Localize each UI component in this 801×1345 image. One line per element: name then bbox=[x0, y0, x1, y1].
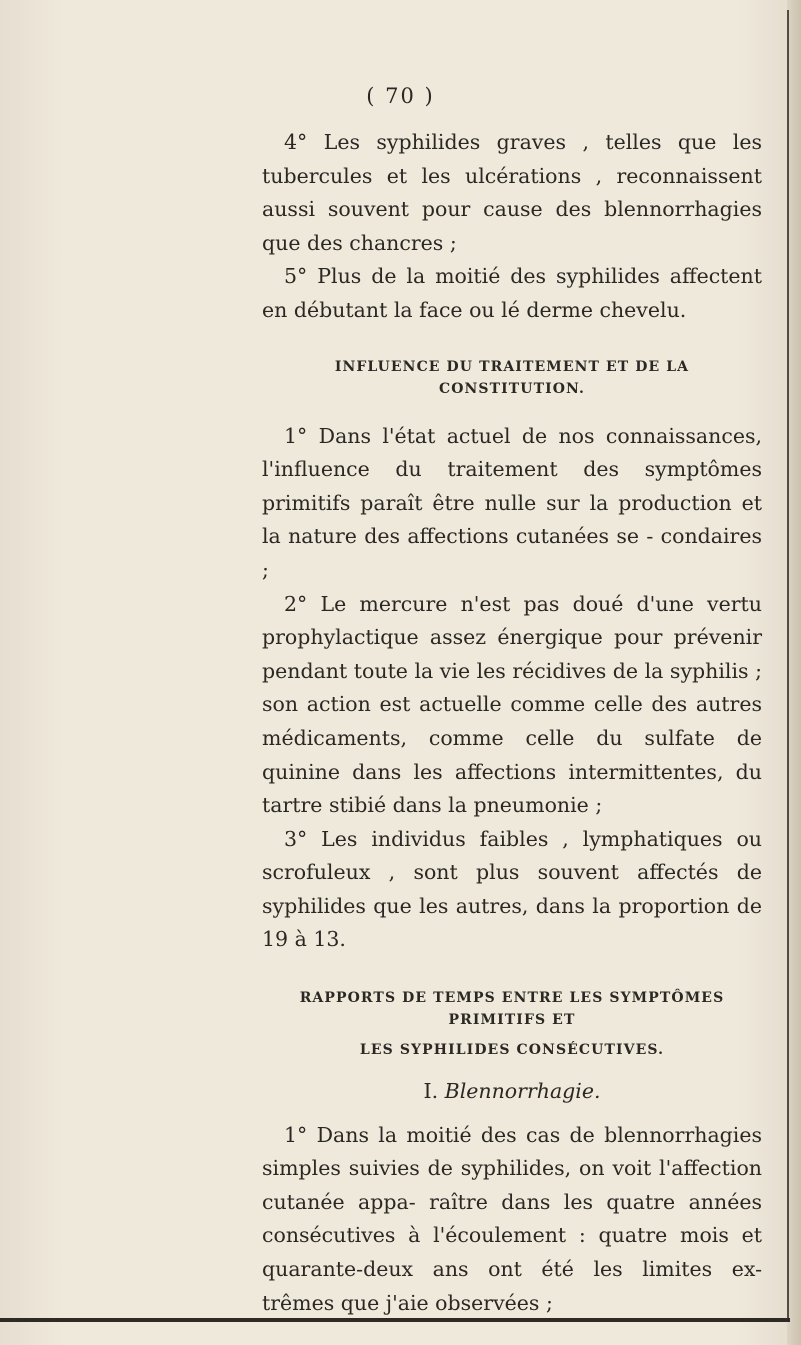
paragraph-2: 2° Le mercure n'est pas doué d'une vertu prophylactique assez énergique pour prévenir pendant toute la vie les récidives de la syphilis ; son action est actuelle comme celle des autres médicaments, comme celle du sulfate de quinine dans les affections intermittentes, du tartre stibié dans la pneumonie ; bbox=[262, 591, 762, 818]
subsection-title bbox=[262, 1075, 762, 1109]
section-heading-rapports-line1: RAPPORTS DE TEMPS ENTRE LES SYMPTÔMES PRIMITIFS ET bbox=[299, 990, 725, 1029]
section-heading-influence: INFLUENCE DU TRAITEMENT ET DE LA CONSTITUTION. bbox=[334, 358, 690, 397]
page-edge bbox=[787, 0, 801, 1345]
page-edge-line bbox=[787, 10, 789, 1320]
paragraph-5: 5° Plus de la moitié des syphilides affectent en débutant la face ou lé derme chevelu. bbox=[262, 264, 762, 322]
subsection-number: I. bbox=[423, 1079, 439, 1104]
paragraph-blennorrhagie-1: 1° Dans la moitié des cas de blennorrhagies simples suivies de syphilides, on voit l'affection cutanée appa- raître dans les quatre années consécutives à l'écoulement : quatre mois et quarante-deux ans ont été les limites ex- trêmes que j'aie observées ; bbox=[262, 1122, 762, 1315]
subsection-name: Blennorrhagie. bbox=[444, 1079, 601, 1104]
page-number: ( 70 ) bbox=[366, 84, 435, 108]
paragraph-3: 3° Les individus faibles , lymphatiques ou scrofuleux , sont plus souvent affectés de syphilides que les autres, dans la proportion de 19 à 13. bbox=[262, 826, 762, 952]
paragraph-4: 4° Les syphilides graves , telles que les tubercules et les ulcérations , reconnaissent aussi souvent pour cause des blennorrhagies que des chancres ; bbox=[262, 130, 762, 255]
section-heading-rapports-line2: LES SYPHILIDES CONSÉCUTIVES. bbox=[359, 1042, 665, 1059]
text-column bbox=[262, 118, 762, 1320]
paragraph-1: 1° Dans l'état actuel de nos connaissances, l'influence du traitement des symptômes primitifs paraît être nulle sur la production et la nature des affections cutanées se - condaires ; bbox=[262, 423, 762, 582]
